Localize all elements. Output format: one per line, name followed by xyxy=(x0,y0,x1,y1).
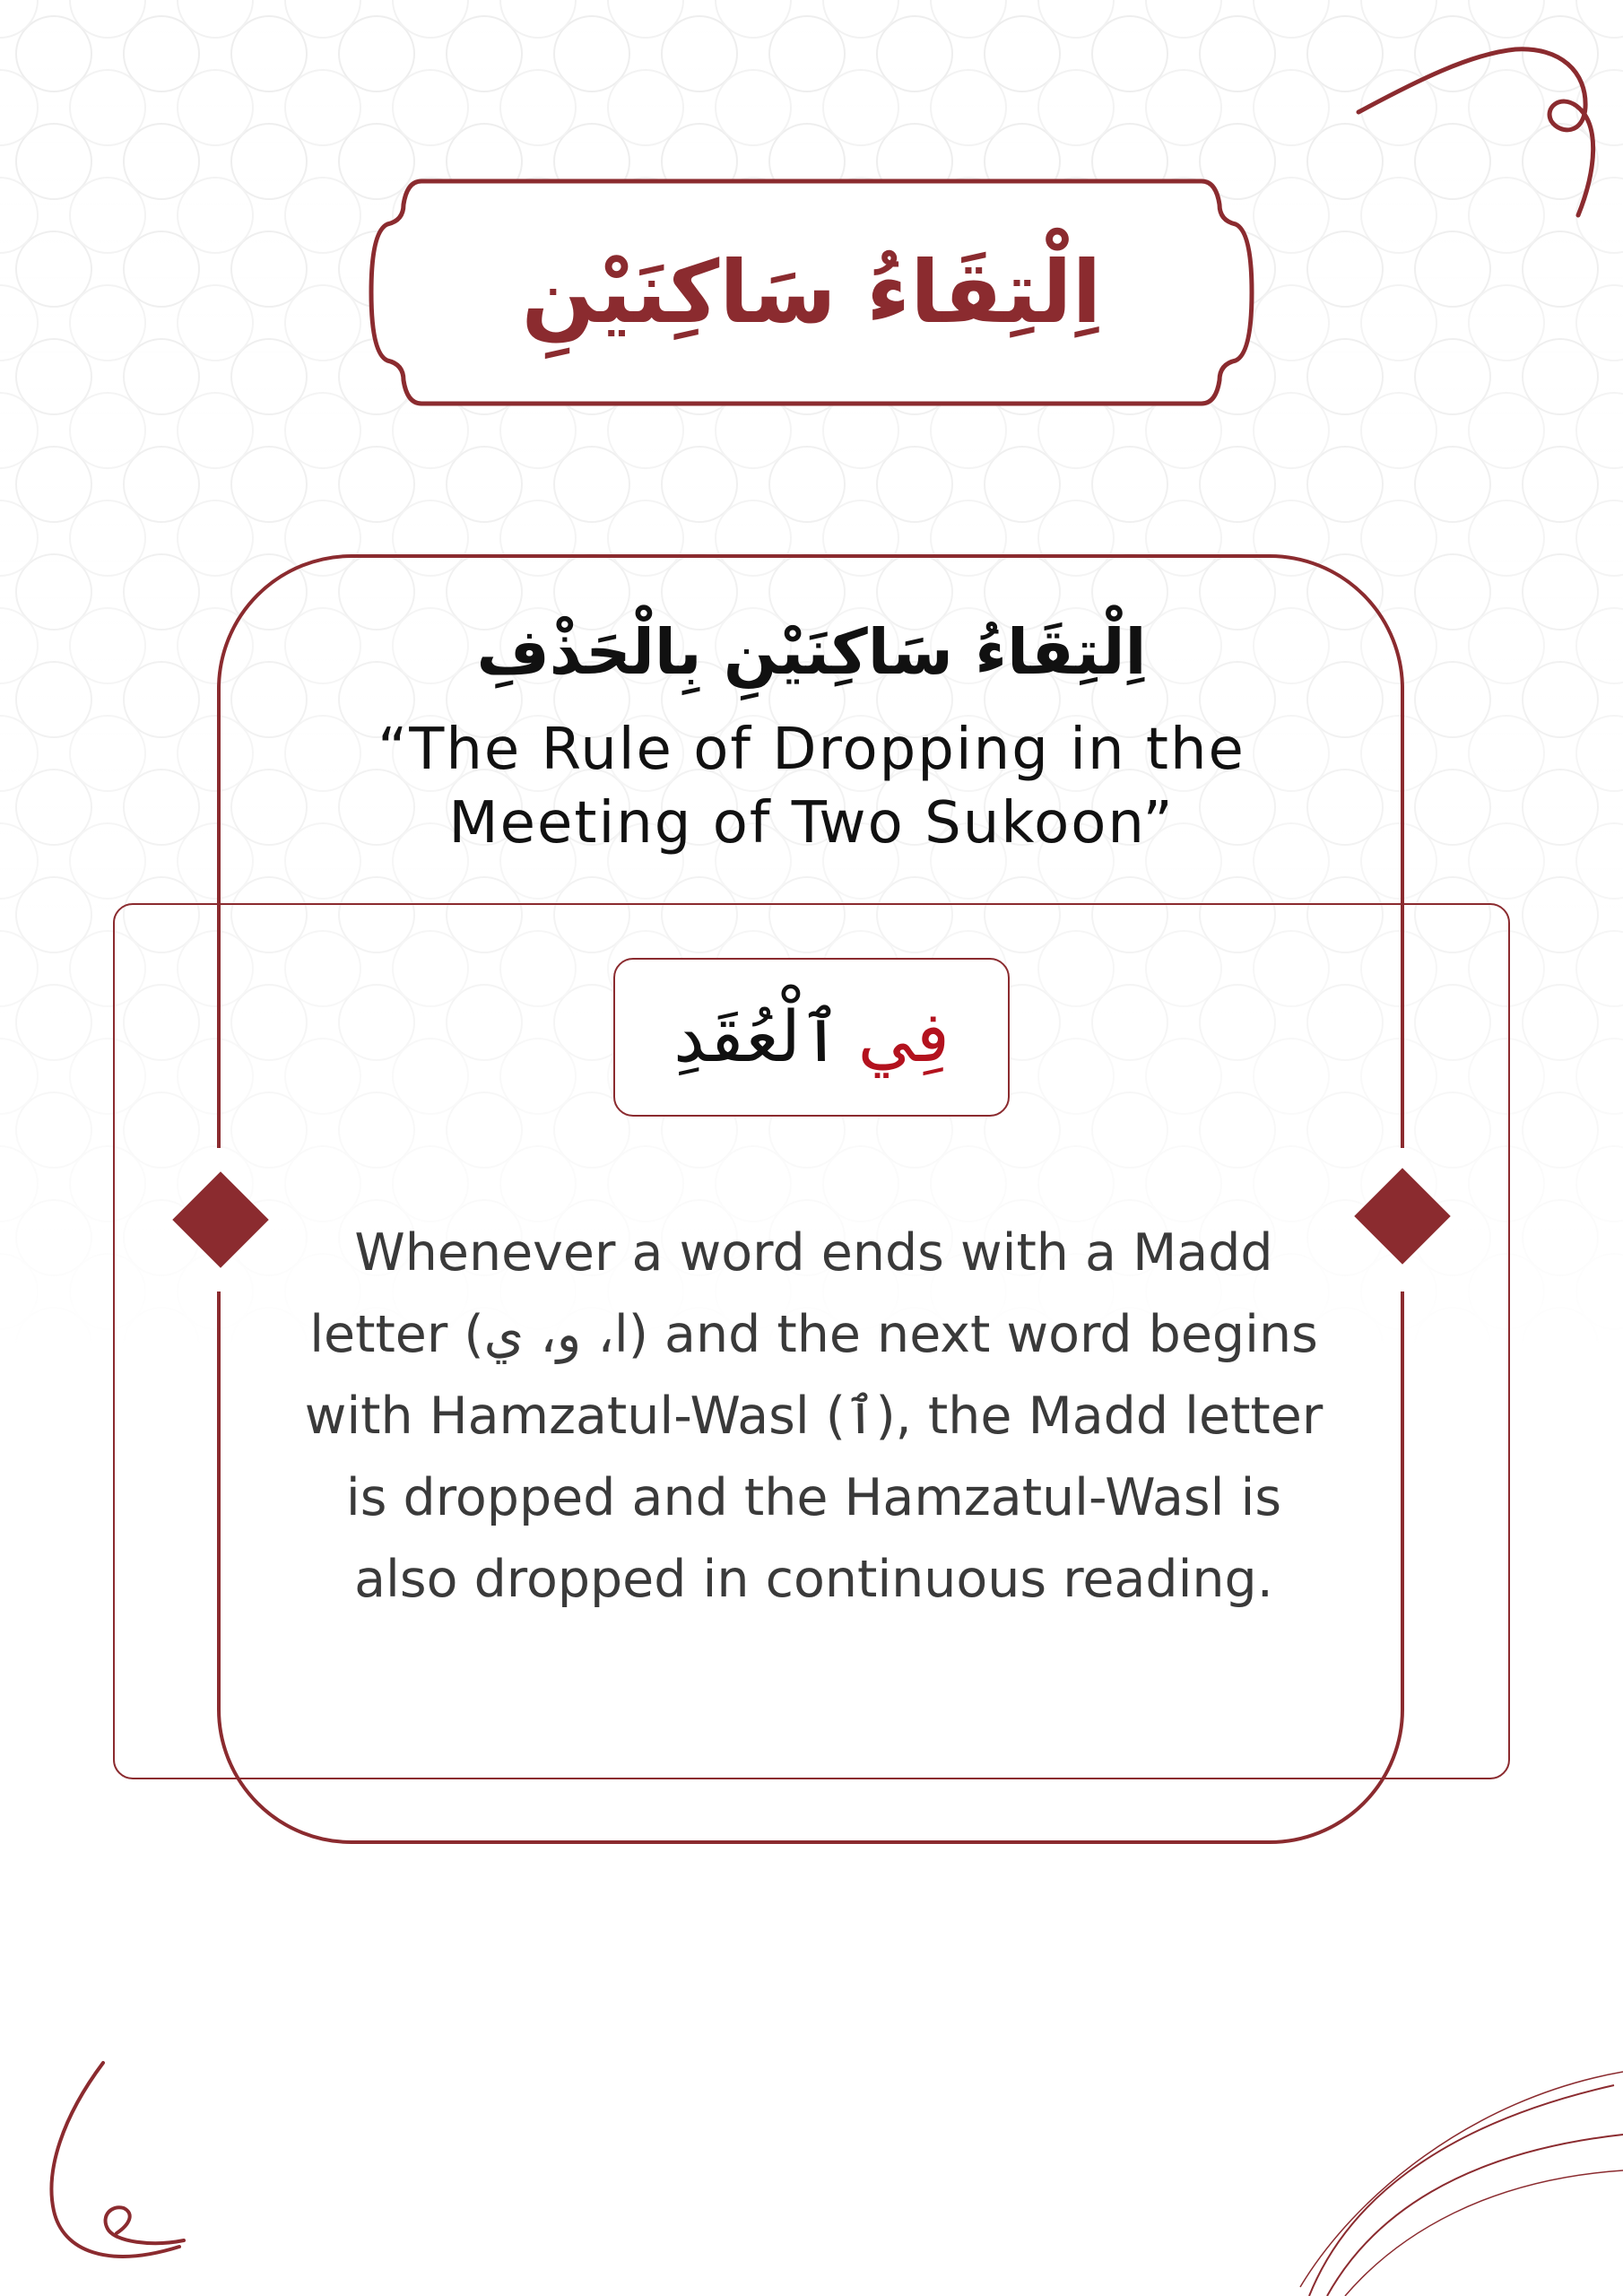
swirl-bottom-right-icon xyxy=(1291,2063,1623,2296)
rule-description: Whenever a word ends with a Madd letter (ا، و، ي) and the next word begins with Hamzatul-Wasl (ٱ), the Madd letter is dropped and the Hamzatul-Wasl is also dropped in continuous reading. xyxy=(304,1223,1324,1609)
example-word-2: ٱلْعُقَدِ xyxy=(673,996,842,1078)
example-word-1: فِي xyxy=(857,996,950,1078)
subtitle-arabic: اِلْتِقَاءُ سَاكِنَيْنِ بِالْحَذْفِ xyxy=(476,615,1147,689)
subtitle-english: “The Rule of Dropping in the Meeting of Two Sukoon” xyxy=(378,717,1245,857)
page-title: اِلْتِقَاءُ سَاكِنَيْنِ xyxy=(521,242,1102,343)
swirl-top-right-icon xyxy=(1345,36,1614,233)
swirl-bottom-left-icon xyxy=(27,2054,206,2278)
example-box xyxy=(613,958,1010,1117)
